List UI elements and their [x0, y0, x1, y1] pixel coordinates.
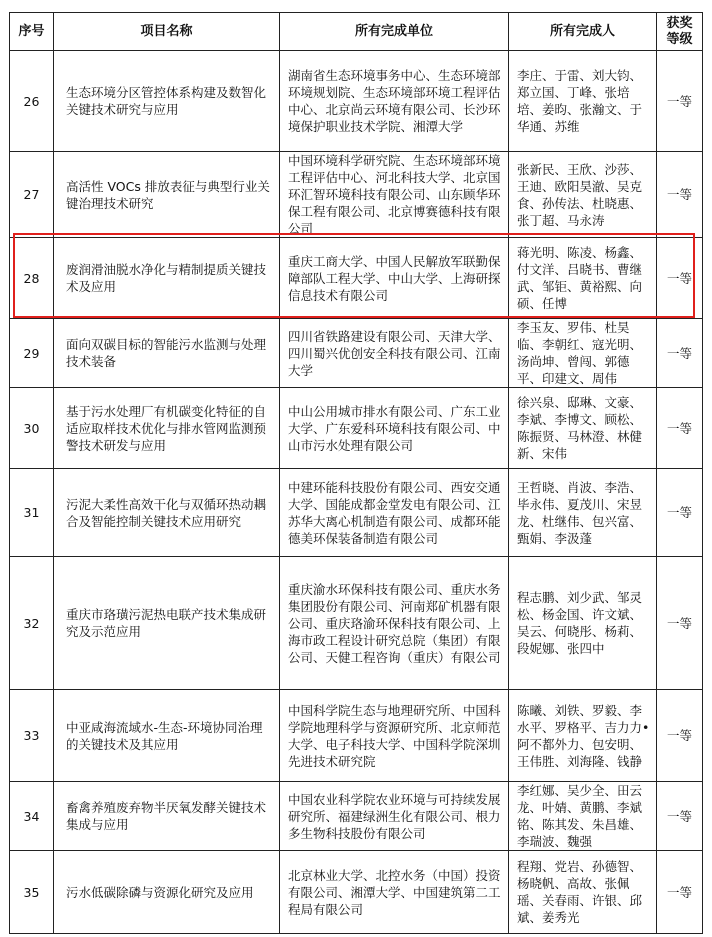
row-completing-units: 北京林业大学、北控水务（中国）投资有限公司、湘潭大学、中国建筑第二工程局有限公司 [280, 851, 509, 934]
table-row [10, 557, 703, 690]
row-completing-units: 中建环能科技股份有限公司、西安交通大学、国能成都金堂发电有限公司、江苏华大离心机制造有限公司、成都环能德美环保装备制造有限公司 [280, 469, 509, 557]
row-award-level: 一等 [657, 469, 703, 557]
row-award-level: 一等 [657, 152, 703, 238]
row-completing-persons: 程志鹏、刘少武、邹灵松、杨金国、许文斌、吴云、何晓彤、杨莉、段妮娜、张四中 [509, 557, 657, 690]
row-completing-units: 湖南省生态环境事务中心、生态环境部环境规划院、生态环境部环境工程评估中心、北京尚云环境有限公司、长沙环境保护职业技术学院、湘潭大学 [280, 51, 509, 152]
table-row [10, 152, 703, 238]
row-completing-units: 中国农业科学院农业环境与可持续发展研究所、福建绿洲生化有限公司、根力多生物科技股份有限公司 [280, 782, 509, 851]
table-row [10, 782, 703, 851]
row-award-level: 一等 [657, 851, 703, 934]
row-completing-units: 重庆渝水环保科技有限公司、重庆水务集团股份有限公司、河南郑矿机器有限公司、重庆珞渝环保科技有限公司、上海市政工程设计研究总院（集团）有限公司、天健工程咨询（重庆）有限公司 [280, 557, 509, 690]
row-completing-persons: 徐兴泉、邸琳、文豪、李斌、李博文、顾松、陈振贤、马林澄、林健新、宋伟 [509, 388, 657, 469]
table-header-row [10, 13, 703, 51]
row-project-name: 污水低碳除磷与资源化研究及应用 [54, 851, 280, 934]
row-project-name: 畜禽养殖废弃物半厌氧发酵关键技术集成与应用 [54, 782, 280, 851]
row-serial-number: 28 [10, 238, 54, 319]
header-completing-persons: 所有完成人 [509, 13, 657, 51]
row-project-name: 废润滑油脱水净化与精制提质关键技术及应用 [54, 238, 280, 319]
row-completing-persons: 张新民、王欣、沙莎、王迪、欧阳昊澈、吴克食、孙传法、杜晓惠、张丁超、马永涛 [509, 152, 657, 238]
row-completing-persons: 李红娜、吴少全、田云龙、叶婧、黄鹏、李斌铭、陈其发、朱昌雄、李瑞波、魏强 [509, 782, 657, 851]
table-row [10, 851, 703, 934]
row-project-name: 重庆市珞璜污泥热电联产技术集成研究及示范应用 [54, 557, 280, 690]
table-row [10, 469, 703, 557]
row-serial-number: 32 [10, 557, 54, 690]
row-project-name: 污泥大柔性高效干化与双循环热动耦合及智能控制关键技术应用研究 [54, 469, 280, 557]
row-award-level: 一等 [657, 319, 703, 388]
row-award-level: 一等 [657, 238, 703, 319]
row-project-name: 高活性 VOCs 排放表征与典型行业关键治理技术研究 [54, 152, 280, 238]
row-completing-units: 中山公用城市排水有限公司、广东工业大学、广东爱科环境科技有限公司、中山市污水处理有限公司 [280, 388, 509, 469]
row-award-level: 一等 [657, 388, 703, 469]
row-completing-persons: 李玉友、罗伟、杜昊临、李朝红、寇光明、汤尚坤、曾闯、郭德平、印建文、周伟 [509, 319, 657, 388]
row-completing-persons: 程翔、党岩、孙德智、杨晓帆、高故、张佩瑶、关春雨、许银、邱斌、姜秀光 [509, 851, 657, 934]
row-completing-persons: 陈曦、刘铁、罗毅、李水平、罗格平、吉力力•阿不都外力、包安明、王伟胜、刘海隆、钱静 [509, 690, 657, 782]
row-serial-number: 26 [10, 51, 54, 152]
row-serial-number: 30 [10, 388, 54, 469]
header-completing-units: 所有完成单位 [280, 13, 509, 51]
row-serial-number: 33 [10, 690, 54, 782]
row-completing-units: 中国科学院生态与地理研究所、中国科学院地理科学与资源研究所、北京师范大学、电子科技大学、中国科学院深圳先进技术研究院 [280, 690, 509, 782]
row-completing-persons: 蒋光明、陈凌、杨鑫、付文洋、吕晓书、曹继武、邹钜、黄裕熙、向硕、任博 [509, 238, 657, 319]
row-serial-number: 31 [10, 469, 54, 557]
row-award-level: 一等 [657, 690, 703, 782]
row-serial-number: 34 [10, 782, 54, 851]
table-row [10, 319, 703, 388]
row-project-name: 面向双碳目标的智能污水监测与处理技术装备 [54, 319, 280, 388]
header-award-level [657, 13, 703, 51]
row-completing-persons: 王哲晓、肖波、李浩、毕永伟、夏茂川、宋昱龙、杜继伟、包兴富、甄娟、李汲蓬 [509, 469, 657, 557]
row-project-name: 基于污水处理厂有机碳变化特征的自适应取样技术优化与排水管网监测预警技术研发与应用 [54, 388, 280, 469]
table-row [10, 238, 703, 319]
row-award-level: 一等 [657, 51, 703, 152]
header-serial-number: 序号 [10, 13, 54, 51]
row-project-name: 中亚咸海流域水-生态-环境协同治理的关键技术及其应用 [54, 690, 280, 782]
row-serial-number: 27 [10, 152, 54, 238]
row-award-level: 一等 [657, 557, 703, 690]
row-serial-number: 29 [10, 319, 54, 388]
table-row [10, 690, 703, 782]
header-project-name: 项目名称 [54, 13, 280, 51]
awards-table [9, 12, 703, 934]
row-completing-units: 四川省铁路建设有限公司、天津大学、四川蜀兴优创安全科技有限公司、江南大学 [280, 319, 509, 388]
row-award-level: 一等 [657, 782, 703, 851]
row-completing-units: 重庆工商大学、中国人民解放军联勤保障部队工程大学、中山大学、上海研探信息技术有限公司 [280, 238, 509, 319]
table-row [10, 51, 703, 152]
table-row [10, 388, 703, 469]
row-completing-units: 中国环境科学研究院、生态环境部环境工程评估中心、河北科技大学、北京国环汇智环境科技有限公司、山东顾华环保工程有限公司、北京博赛德科技有限公司 [280, 152, 509, 238]
header-award-level-text: 获奖 等级 [666, 15, 693, 47]
row-completing-persons: 李庄、于雷、刘大钧、郑立国、丁峰、张培培、姜昀、张瀚文、于华通、苏维 [509, 51, 657, 152]
row-serial-number: 35 [10, 851, 54, 934]
row-project-name: 生态环境分区管控体系构建及数智化关键技术研究与应用 [54, 51, 280, 152]
